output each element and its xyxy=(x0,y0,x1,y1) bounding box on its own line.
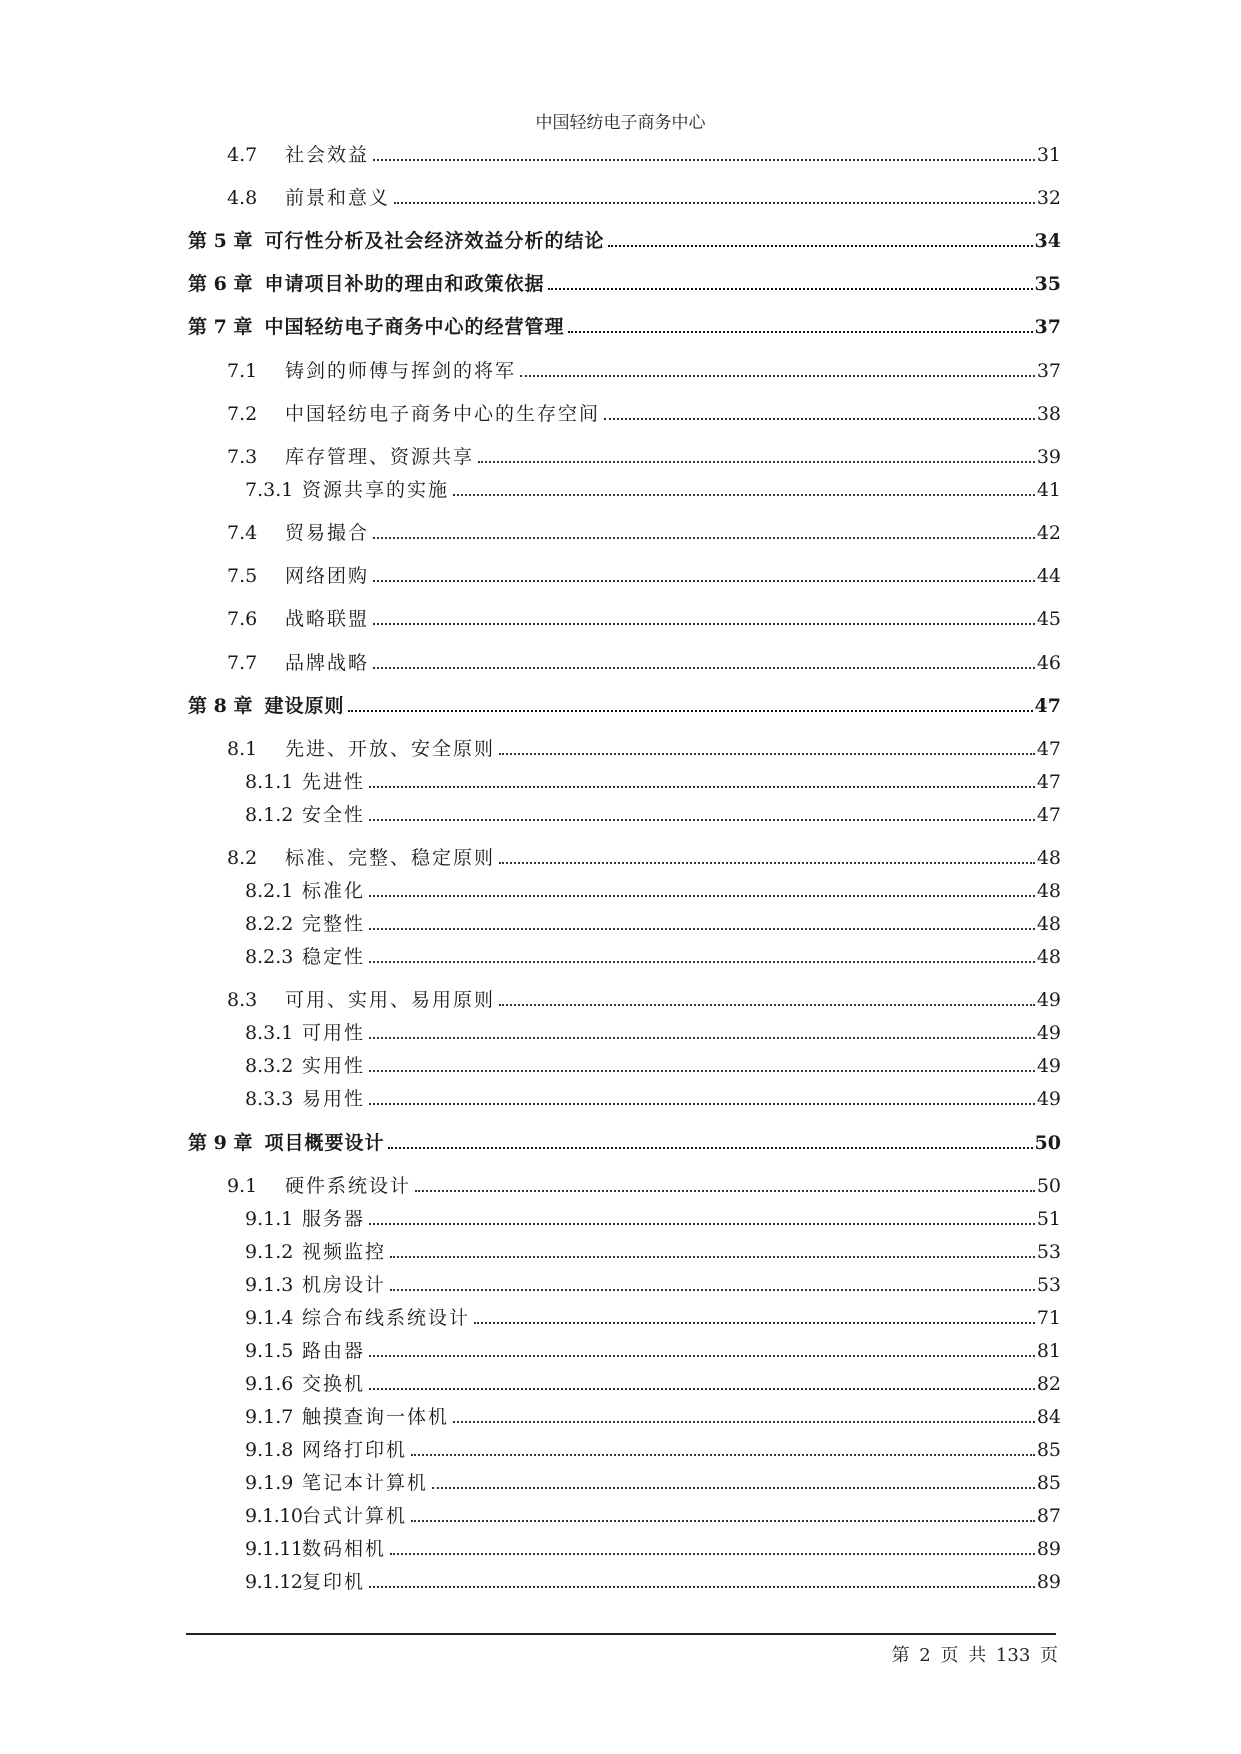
toc-leader-dots xyxy=(388,1147,1032,1149)
toc-entry-number: 7.5 xyxy=(227,565,258,587)
toc-entry-number: 4.8 xyxy=(227,187,258,209)
toc-entry[interactable] xyxy=(227,352,1061,382)
toc-entry[interactable] xyxy=(227,179,1061,209)
toc-subentry[interactable] xyxy=(245,1464,1061,1494)
toc-entry-title: 服务器 xyxy=(302,1208,366,1230)
toc-entry-page: 42 xyxy=(1036,522,1061,544)
toc-subentry[interactable] xyxy=(245,1365,1061,1395)
toc-subentry[interactable] xyxy=(245,1080,1061,1110)
toc-leader-dots xyxy=(604,418,1035,420)
toc-leader-dots xyxy=(369,1223,1035,1225)
toc-entry-page: 53 xyxy=(1036,1274,1061,1296)
toc-leader-dots xyxy=(415,1190,1035,1192)
toc-entry-title: 安全性 xyxy=(302,804,366,826)
toc-subentry[interactable] xyxy=(245,905,1061,935)
toc-leader-dots xyxy=(453,1421,1035,1423)
toc-entry-title: 触摸查询一体机 xyxy=(302,1406,450,1428)
toc-entry-page: 89 xyxy=(1036,1538,1061,1560)
toc-entry-title: 资源共享的实施 xyxy=(302,479,450,501)
toc-entry-page: 84 xyxy=(1036,1406,1061,1428)
toc-entry-page: 44 xyxy=(1036,565,1061,587)
toc-entry-number: 7.1 xyxy=(227,360,258,382)
toc-entry-title: 中国轻纺电子商务中心的生存空间 xyxy=(285,403,601,425)
toc-entry-page: 71 xyxy=(1036,1307,1061,1329)
toc-entry-number: 第 6 章 xyxy=(188,273,253,295)
toc-subentry[interactable] xyxy=(245,1398,1061,1428)
toc-entry-number: 8.3 xyxy=(227,989,258,1011)
toc-leader-dots xyxy=(369,928,1035,930)
toc-subentry[interactable] xyxy=(245,763,1061,793)
toc-entry-title: 申请项目补助的理由和政策依据 xyxy=(264,273,545,295)
toc-entry-title: 贸易撮合 xyxy=(285,522,370,544)
toc-entry[interactable] xyxy=(227,136,1061,166)
toc-entry-page: 87 xyxy=(1036,1505,1061,1527)
toc-entry-title: 网络团购 xyxy=(285,565,370,587)
toc-entry-page: 35 xyxy=(1034,273,1061,295)
toc-entry-number: 7.4 xyxy=(227,522,258,544)
toc-entry-page: 46 xyxy=(1036,652,1061,674)
toc-entry[interactable] xyxy=(227,600,1061,630)
toc-entry-page: 48 xyxy=(1036,880,1061,902)
toc-chapter-entry[interactable] xyxy=(188,265,1061,295)
toc-entry-title: 易用性 xyxy=(302,1088,366,1110)
toc-subentry[interactable] xyxy=(245,1266,1061,1296)
toc-entry-page: 47 xyxy=(1036,738,1061,760)
toc-entry-page: 31 xyxy=(1036,144,1061,166)
toc-entry[interactable] xyxy=(227,514,1061,544)
toc-entry-title: 先进、开放、安全原则 xyxy=(285,738,496,760)
toc-leader-dots xyxy=(373,623,1035,625)
toc-entry-number: 8.2.2 xyxy=(245,913,294,935)
toc-entry-page: 48 xyxy=(1036,913,1061,935)
toc-entry-page: 49 xyxy=(1036,1088,1061,1110)
toc-entry-title: 数码相机 xyxy=(302,1538,387,1560)
toc-leader-dots xyxy=(369,1037,1035,1039)
toc-subentry[interactable] xyxy=(245,938,1061,968)
toc-entry-title: 复印机 xyxy=(302,1571,366,1593)
toc-entry-number: 9.1 xyxy=(227,1175,258,1197)
toc-leader-dots xyxy=(348,710,1032,712)
toc-leader-dots xyxy=(369,1355,1035,1357)
toc-entry-number: 9.1.10 xyxy=(245,1505,303,1527)
toc-entry-number: 7.6 xyxy=(227,608,258,630)
toc-leader-dots xyxy=(499,1004,1035,1006)
toc-entry-page: 37 xyxy=(1036,360,1061,382)
toc-entry-title: 硬件系统设计 xyxy=(285,1175,412,1197)
toc-entry-page: 38 xyxy=(1036,403,1061,425)
toc-subentry[interactable] xyxy=(245,1332,1061,1362)
toc-entry-number: 9.1.6 xyxy=(245,1373,294,1395)
toc-entry-page: 47 xyxy=(1036,771,1061,793)
toc-chapter-entry[interactable] xyxy=(188,308,1061,338)
footer-divider xyxy=(186,1633,1056,1635)
toc-subentry[interactable] xyxy=(245,1014,1061,1044)
page-header: 中国轻纺电子商务中心 xyxy=(535,113,706,133)
toc-leader-dots xyxy=(520,375,1035,377)
toc-leader-dots xyxy=(390,1289,1035,1291)
toc-entry-number: 9.1.2 xyxy=(245,1241,294,1263)
toc-entry-title: 标准、完整、稳定原则 xyxy=(285,847,496,869)
toc-entry-page: 47 xyxy=(1036,804,1061,826)
toc-entry[interactable] xyxy=(227,395,1061,425)
toc-entry-page: 32 xyxy=(1036,187,1061,209)
toc-entry-page: 41 xyxy=(1036,479,1061,501)
toc-entry-number: 9.1.3 xyxy=(245,1274,294,1296)
toc-entry-title: 交换机 xyxy=(302,1373,366,1395)
toc-entry-number: 9.1.4 xyxy=(245,1307,294,1329)
toc-entry-number: 9.1.9 xyxy=(245,1472,294,1494)
toc-entry-number: 8.2.1 xyxy=(245,880,294,902)
toc-leader-dots xyxy=(411,1454,1035,1456)
toc-entry-number: 8.3.3 xyxy=(245,1088,294,1110)
toc-entry[interactable] xyxy=(227,438,1061,468)
toc-entry-page: 39 xyxy=(1036,446,1061,468)
toc-entry[interactable] xyxy=(227,644,1061,674)
toc-entry-number: 8.1.2 xyxy=(245,804,294,826)
toc-entry-number: 7.3 xyxy=(227,446,258,468)
toc-entry-number: 8.1 xyxy=(227,738,258,760)
toc-entry-number: 8.3.2 xyxy=(245,1055,294,1077)
toc-entry-page: 48 xyxy=(1036,946,1061,968)
toc-chapter-entry[interactable] xyxy=(188,687,1061,717)
toc-subentry[interactable] xyxy=(245,1299,1061,1329)
toc-entry-page: 51 xyxy=(1036,1208,1061,1230)
toc-leader-dots xyxy=(608,245,1032,247)
toc-subentry[interactable] xyxy=(245,1497,1061,1527)
toc-leader-dots xyxy=(369,819,1035,821)
toc-leader-dots xyxy=(453,494,1035,496)
toc-leader-dots xyxy=(411,1520,1035,1522)
toc-entry-page: 53 xyxy=(1036,1241,1061,1263)
toc-entry[interactable] xyxy=(227,839,1061,869)
toc-subentry[interactable] xyxy=(245,796,1061,826)
toc-entry-number: 4.7 xyxy=(227,144,258,166)
toc-entry-page: 48 xyxy=(1036,847,1061,869)
toc-entry-title: 库存管理、资源共享 xyxy=(285,446,475,468)
toc-entry-number: 第 7 章 xyxy=(188,316,253,338)
toc-entry[interactable] xyxy=(227,1167,1061,1197)
toc-entry-title: 中国轻纺电子商务中心的经营管理 xyxy=(264,316,565,338)
toc-entry-title: 综合布线系统设计 xyxy=(302,1307,471,1329)
toc-entry-number: 9.1.5 xyxy=(245,1340,294,1362)
toc-entry[interactable] xyxy=(227,730,1061,760)
toc-entry-number: 8.2 xyxy=(227,847,258,869)
toc-leader-dots xyxy=(568,331,1032,333)
toc-entry-title: 可用、实用、易用原则 xyxy=(285,989,496,1011)
toc-entry-title: 可行性分析及社会经济效益分析的结论 xyxy=(264,230,605,252)
toc-entry-title: 笔记本计算机 xyxy=(302,1472,429,1494)
toc-entry-number: 8.3.1 xyxy=(245,1022,294,1044)
toc-entry-title: 台式计算机 xyxy=(302,1505,408,1527)
toc-entry-title: 路由器 xyxy=(302,1340,366,1362)
toc-leader-dots xyxy=(373,159,1035,161)
toc-leader-dots xyxy=(369,1070,1035,1072)
toc-entry-number: 9.1.11 xyxy=(245,1538,303,1560)
toc-leader-dots xyxy=(390,1553,1035,1555)
toc-entry-page: 34 xyxy=(1034,230,1061,252)
toc-entry-page: 50 xyxy=(1034,1132,1061,1154)
toc-entry-title: 网络打印机 xyxy=(302,1439,408,1461)
toc-subentry[interactable] xyxy=(245,1563,1061,1593)
toc-entry-number: 7.2 xyxy=(227,403,258,425)
toc-entry-number: 9.1.12 xyxy=(245,1571,303,1593)
toc-leader-dots xyxy=(499,753,1035,755)
toc-entry-page: 81 xyxy=(1036,1340,1061,1362)
toc-leader-dots xyxy=(390,1256,1035,1258)
toc-leader-dots xyxy=(369,1586,1035,1588)
toc-leader-dots xyxy=(369,1388,1035,1390)
toc-entry-number: 9.1.1 xyxy=(245,1208,294,1230)
toc-entry-title: 实用性 xyxy=(302,1055,366,1077)
toc-entry-title: 视频监控 xyxy=(302,1241,387,1263)
toc-leader-dots xyxy=(478,461,1035,463)
toc-subentry[interactable] xyxy=(245,471,1061,501)
toc-chapter-entry[interactable] xyxy=(188,222,1061,252)
toc-entry-title: 标准化 xyxy=(302,880,366,902)
toc-entry-number: 第 5 章 xyxy=(188,230,253,252)
toc-subentry[interactable] xyxy=(245,872,1061,902)
toc-entry-title: 先进性 xyxy=(302,771,366,793)
toc-entry-page: 37 xyxy=(1034,316,1061,338)
toc-entry[interactable] xyxy=(227,557,1061,587)
toc-entry-number: 8.1.1 xyxy=(245,771,294,793)
toc-entry-page: 85 xyxy=(1036,1472,1061,1494)
toc-entry-number: 9.1.8 xyxy=(245,1439,294,1461)
toc-subentry[interactable] xyxy=(245,1530,1061,1560)
toc-entry-title: 可用性 xyxy=(302,1022,366,1044)
toc-entry-title: 社会效益 xyxy=(285,144,370,166)
toc-leader-dots xyxy=(474,1322,1035,1324)
toc-leader-dots xyxy=(373,580,1035,582)
toc-entry-title: 项目概要设计 xyxy=(264,1132,385,1154)
toc-entry-title: 品牌战略 xyxy=(285,652,370,674)
toc-entry-number: 7.7 xyxy=(227,652,258,674)
toc-entry-page: 89 xyxy=(1036,1571,1061,1593)
toc-leader-dots xyxy=(499,862,1035,864)
toc-subentry[interactable] xyxy=(245,1431,1061,1461)
toc-entry-title: 稳定性 xyxy=(302,946,366,968)
toc-entry[interactable] xyxy=(227,981,1061,1011)
toc-leader-dots xyxy=(369,1103,1035,1105)
toc-subentry[interactable] xyxy=(245,1200,1061,1230)
toc-leader-dots xyxy=(373,667,1035,669)
toc-leader-dots xyxy=(373,537,1035,539)
page-number-footer: 第 2 页 共 133 页 xyxy=(891,1645,1058,1666)
toc-leader-dots xyxy=(369,786,1035,788)
toc-entry-page: 47 xyxy=(1034,695,1061,717)
toc-entry-page: 50 xyxy=(1036,1175,1061,1197)
toc-leader-dots xyxy=(369,961,1035,963)
toc-entry-number: 7.3.1 xyxy=(245,479,294,501)
toc-entry-page: 49 xyxy=(1036,1055,1061,1077)
toc-entry-page: 49 xyxy=(1036,989,1061,1011)
toc-entry-title: 战略联盟 xyxy=(285,608,370,630)
toc-entry-title: 完整性 xyxy=(302,913,366,935)
toc-entry-number: 9.1.7 xyxy=(245,1406,294,1428)
toc-entry-number: 8.2.3 xyxy=(245,946,294,968)
toc-leader-dots xyxy=(369,895,1035,897)
toc-chapter-entry[interactable] xyxy=(188,1124,1061,1154)
toc-entry-page: 85 xyxy=(1036,1439,1061,1461)
toc-entry-number: 第 9 章 xyxy=(188,1132,253,1154)
toc-leader-dots xyxy=(548,288,1032,290)
toc-entry-number: 第 8 章 xyxy=(188,695,253,717)
toc-subentry[interactable] xyxy=(245,1233,1061,1263)
toc-entry-title: 前景和意义 xyxy=(285,187,391,209)
toc-entry-title: 建设原则 xyxy=(264,695,345,717)
toc-subentry[interactable] xyxy=(245,1047,1061,1077)
toc-entry-page: 45 xyxy=(1036,608,1061,630)
toc-entry-title: 机房设计 xyxy=(302,1274,387,1296)
toc-leader-dots xyxy=(432,1487,1035,1489)
toc-entry-title: 铸剑的师傅与挥剑的将军 xyxy=(285,360,517,382)
toc-leader-dots xyxy=(394,202,1035,204)
toc-entry-page: 49 xyxy=(1036,1022,1061,1044)
toc-entry-page: 82 xyxy=(1036,1373,1061,1395)
